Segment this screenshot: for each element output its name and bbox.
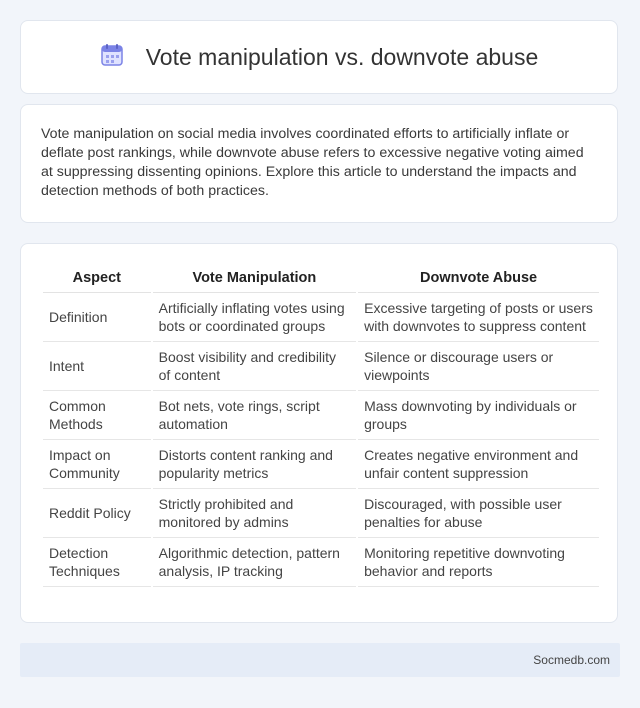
table-row (43, 391, 599, 440)
row-vote-manipulation: Distorts content ranking and popularity metrics (153, 440, 356, 489)
title-wrap (100, 43, 539, 72)
footer-site-link[interactable]: Socmedb.com (533, 653, 610, 667)
row-aspect: Detection Techniques (43, 538, 151, 587)
row-downvote-abuse: Monitoring repetitive downvoting behavior and reports (358, 538, 599, 587)
row-downvote-abuse: Silence or discourage users or viewpoints (358, 342, 599, 391)
row-aspect: Impact on Community (43, 440, 151, 489)
calendar-icon (100, 43, 124, 72)
intro-text: Vote manipulation on social media involves coordinated efforts to artificially inflate or deflate post rankings, while downvote abuse refers to excessive negative voting aimed at suppressing dissenting opinions. Explore this article to understand the impacts and detection methods of both practices. (41, 126, 584, 199)
header-downvote-abuse: Downvote Abuse (358, 264, 599, 293)
table-row (43, 538, 599, 587)
row-vote-manipulation: Strictly prohibited and monitored by admins (153, 489, 356, 538)
row-aspect: Definition (43, 293, 151, 342)
row-vote-manipulation: Bot nets, vote rings, script automation (153, 391, 356, 440)
row-aspect: Common Methods (43, 391, 151, 440)
table-row (43, 489, 599, 538)
page-title: Vote manipulation vs. downvote abuse (145, 43, 539, 70)
comparison-table (41, 264, 601, 587)
header-vote-manipulation: Vote Manipulation (153, 264, 356, 293)
row-vote-manipulation: Artificially inflating votes using bots or coordinated groups (153, 293, 356, 342)
row-downvote-abuse: Excessive targeting of posts or users with downvotes to suppress content (358, 293, 599, 342)
title-card (20, 20, 618, 94)
header-aspect: Aspect (43, 264, 151, 293)
row-aspect: Reddit Policy (43, 489, 151, 538)
row-downvote-abuse: Creates negative environment and unfair content suppression (358, 440, 599, 489)
table-header-row (43, 264, 599, 293)
row-vote-manipulation: Algorithmic detection, pattern analysis, IP tracking (153, 538, 356, 587)
table-row (43, 342, 599, 391)
intro-card (20, 104, 618, 223)
table-card (20, 243, 618, 623)
row-downvote-abuse: Mass downvoting by individuals or groups (358, 391, 599, 440)
table-row (43, 440, 599, 489)
table-row (43, 293, 599, 342)
row-downvote-abuse: Discouraged, with possible user penalties for abuse (358, 489, 599, 538)
footer (20, 643, 620, 677)
row-aspect: Intent (43, 342, 151, 391)
row-vote-manipulation: Boost visibility and credibility of content (153, 342, 356, 391)
